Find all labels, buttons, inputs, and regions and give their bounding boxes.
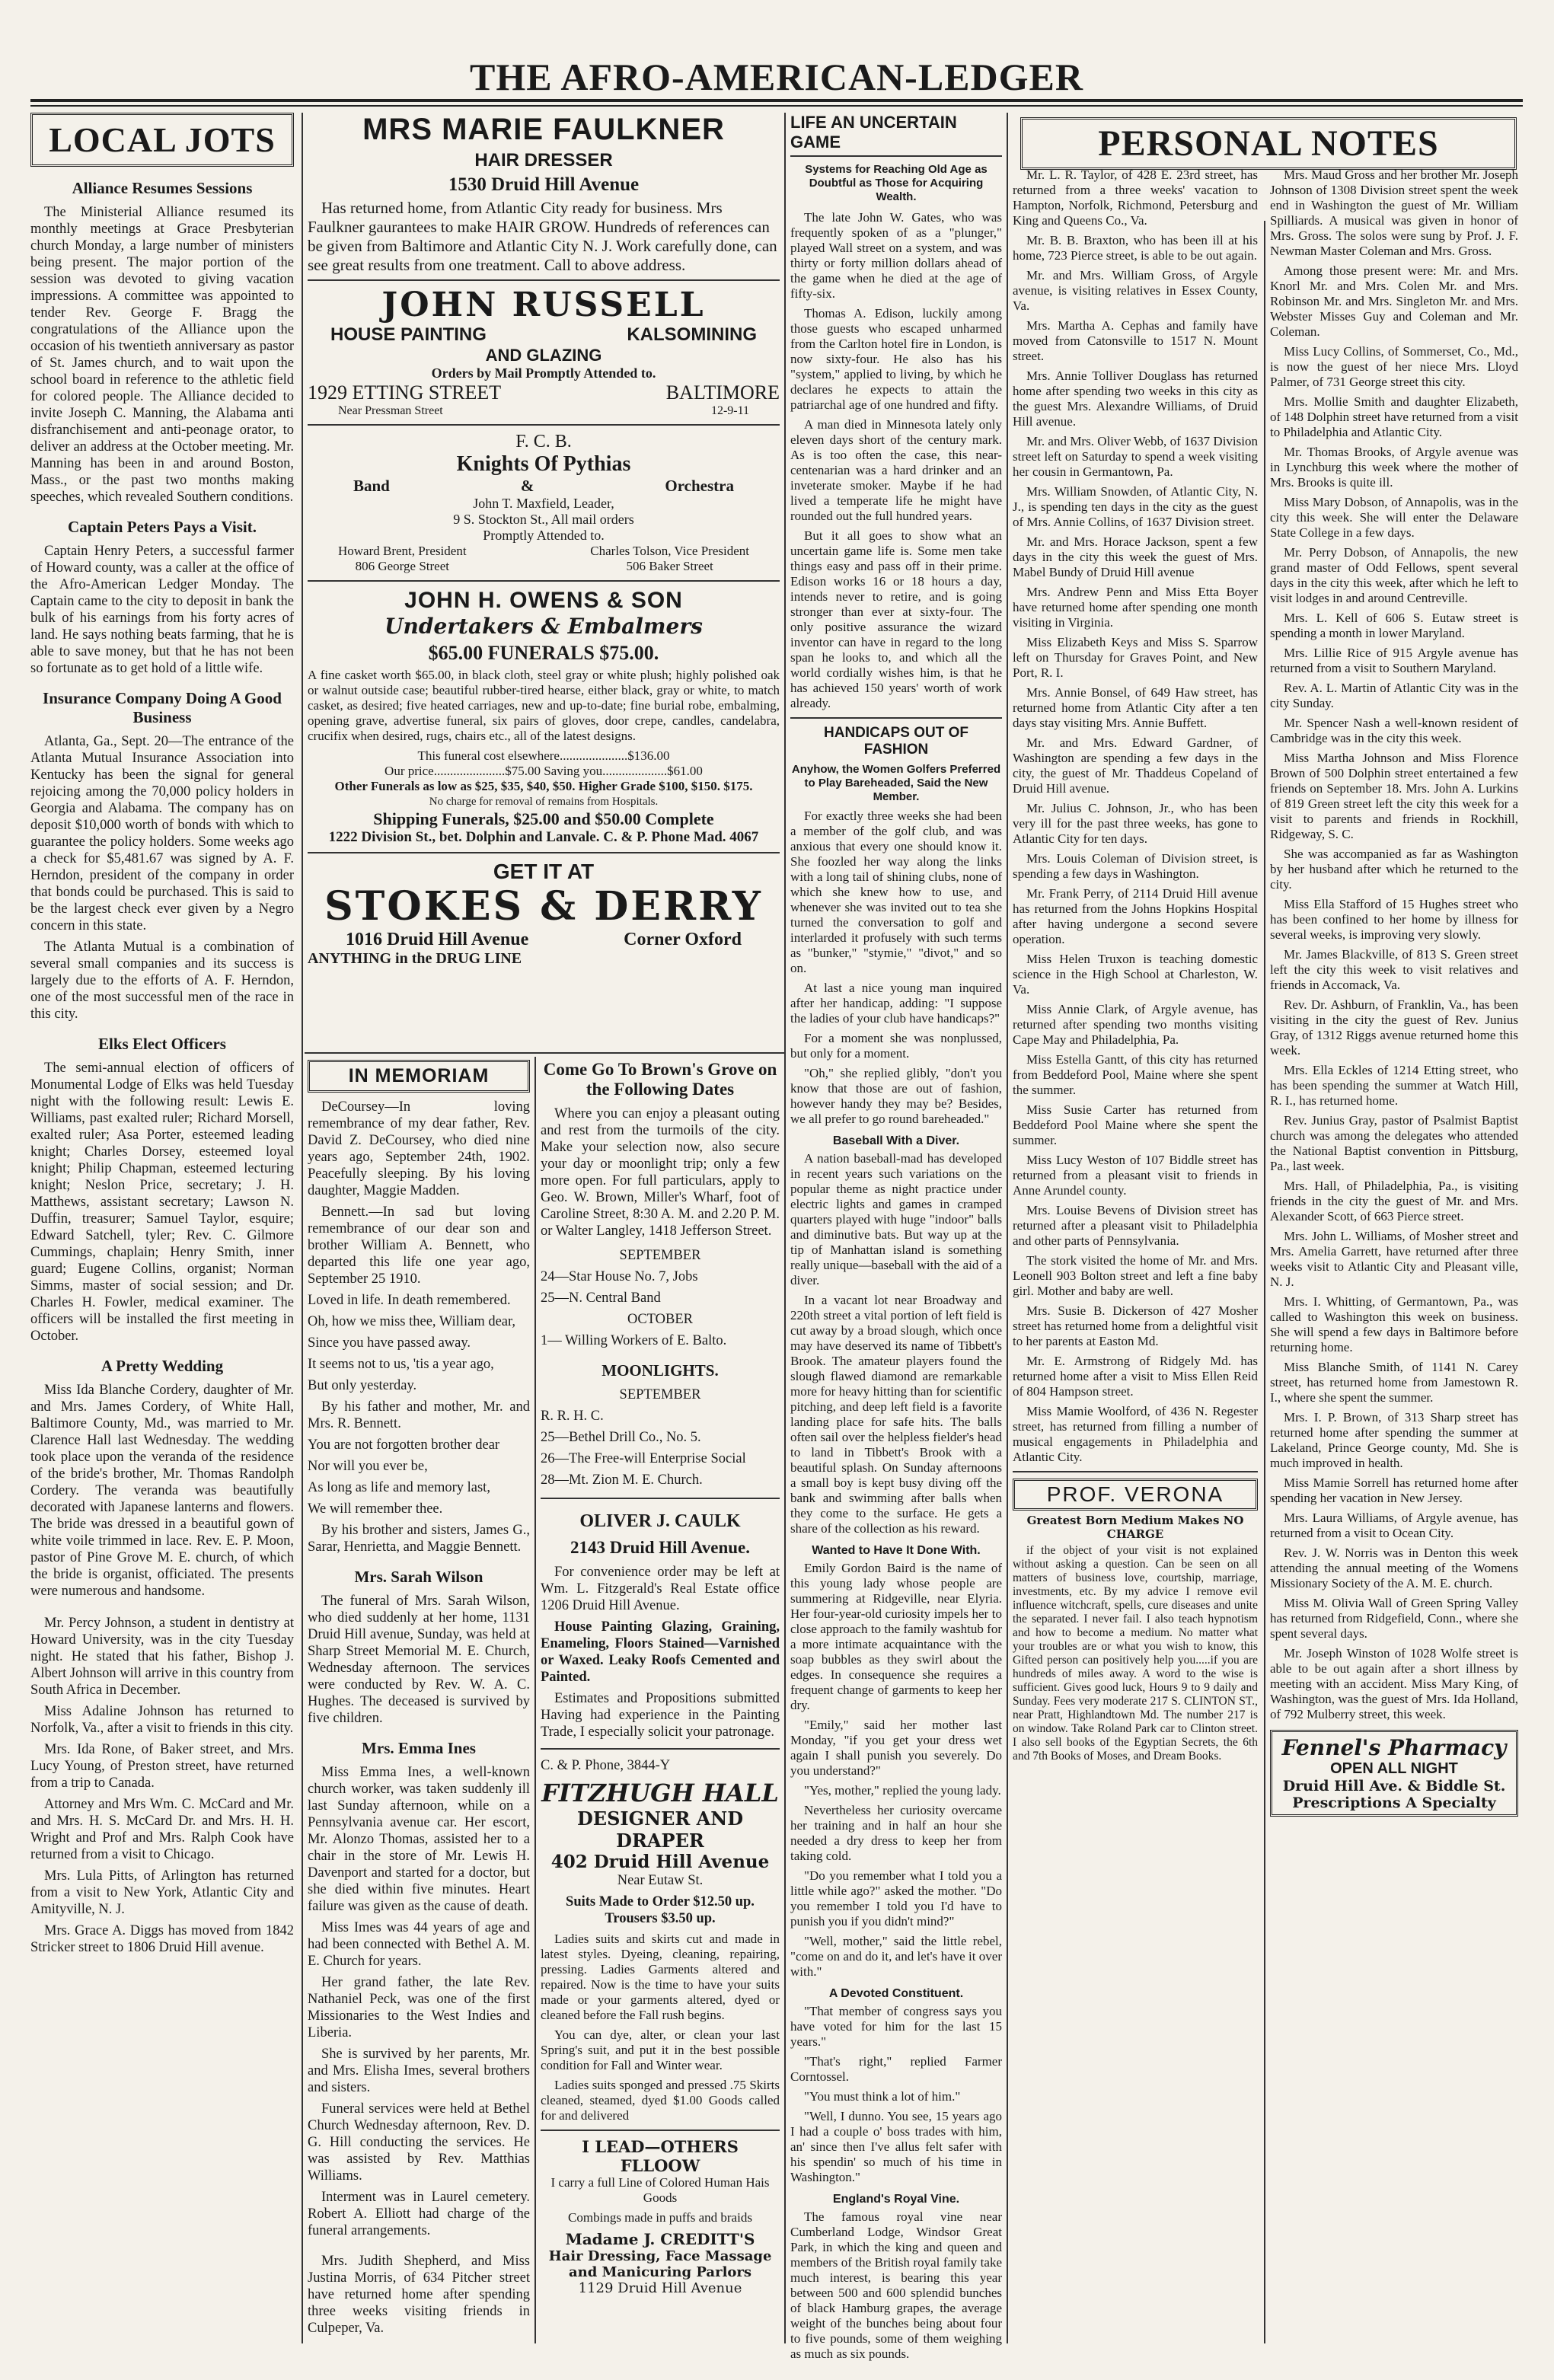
divider [541,1748,780,1750]
personal-column-a [1013,167,1258,2343]
grove-month: OCTOBER [627,1312,693,1327]
newspaper-page [30,23,1523,2360]
article-title: Mrs. Sarah Wilson [354,1568,483,1586]
article-text: Miss Emma Ines, a well-known church worker, was taken suddenly ill last Sunday afternoon, while on a Pennsylvania avenue car. Her escort, Mr. Alonzo Thomas, assisted her to a chair in the store of Mr. Lewis H. Davenport and started for a doctor, but she died within five minutes. Heart failure was given as the cause of death. [308,1765,530,1914]
personal-item: Miss Mary Dobson, of Annapolis, was in the city this week. She will enter the Delaware State College in a few days. [1270,495,1518,540]
verona-sub: Greatest Born Medium Makes NO CHARGE [1026,1514,1244,1541]
verona-text: if the object of your visit is not explained without asking a question. Can be seen on all matters of business love, courtship, marriage, investments, etc. By my advice I remove evil influence witchcraft, spells, cure diseases and unite the separated. I never fail. I also teach hypnotism and how to become a medium. No matter what your troubles are or what you wish to know, this Gifted person can positively help you.....if you are hundreds of miles away. A word to the wise is sufficient. Gives good luck, Hours 9 to 9 daily and Sunday. Fees very moderate 217 S. CLINTON ST., near Pratt, Highlandtown Md. The number 217 is on window. Take Roland Park car to Clinton street. I also sell books of the Egyptian Secrets, the 6th and 7th Books of Moses, and Dream Books. [1013,1544,1258,1763]
story-text: A man died in Minnesota lately only eleven days short of the century mark. As is too often the case, this near-centenarian was a hard drinker and an inveterate smoker. Maybe if he had lived a temperate life he might have rounded out the full hundred years. [790,417,1002,523]
poem-line: We will remember thee. [308,1501,443,1517]
divider [1013,1471,1258,1472]
story-text: For a moment she was nonplussed, but only for a moment. [790,1031,1002,1061]
article-text: Atlanta, Ga., Sept. 20—The entrance of the Atlanta Mutual Insurance Association into Kentucky has been the signal for general rejoicing among the 70,000 policy holders in Georgia and Alabama. The company has on deposit $10,000 worth of bonds with which to guarantee the policy holders. Some weeks ago a check for $5,481.67 was signed by A. F. Herndon, president of the company in order that bonds could be purchased. This is said to be the largest check ever given by a Negro concern in this state. [30,734,294,933]
personal-item: Mr. B. B. Braxton, who has been ill at his home, 723 Pierce street, is able to be out again. [1013,233,1258,263]
russell-street: 1929 ETTING STREET [308,381,502,404]
story-text: At last a nice young man inquired after her handicap, adding: "I suppose the ladies of your club have handicaps?" [790,981,1002,1026]
grove-moonlights: MOONLIGHTS. [601,1361,719,1380]
poem-line: Nor will you ever be, [308,1459,428,1474]
local-jots-column [30,113,294,2343]
personal-item: Miss Elizabeth Keys and Miss S. Sparrow left on Thursday for Graves Point, and New Port, R. I. [1013,635,1258,680]
story-text: "Well, mother," said the little rebel, "come on and do it, and let's have it over with." [790,1934,1002,1979]
fennel-open: OPEN ALL NIGHT [1330,1760,1458,1777]
personal-item: Mrs. I. P. Brown, of 313 Sharp street has returned home after spending the summer at Lakeland, Prince George county, Md. She is much improved in health. [1270,1410,1518,1470]
grove-column [541,1060,780,2347]
personal-item: Mrs. Annie Bonsel, of 649 Haw street, has returned home from Atlantic City after a ten days stay visiting Mrs. Annie Buffett. [1013,685,1258,730]
personal-item: Mrs. I. Whitting, of Germantown, Pa., was called to Washington this week on business. She will spend a few days in Baltimore before returning home. [1270,1294,1518,1354]
personal-item: Mrs. Andrew Penn and Miss Etta Boyer have returned home after spending one month visiting in Virginia. [1013,585,1258,630]
divider [308,580,780,582]
article-text: She is survived by her parents, Mr. and Mrs. Elisha Imes, several brothers and sisters. [308,2047,530,2095]
column-rule [784,113,786,2343]
owens-other: Other Funerals as low as $25, $35, $40, $50. Higher Grade $100, $150. $175. [334,779,753,793]
article-title: Insurance Company Doing A Good Business [43,689,282,726]
poem-line: It seems not to us, 'tis a year ago, [308,1357,494,1372]
article-text: Funeral services were held at Bethel Church Wednesday afternoon, Rev. D. G. Hill conducting the services. He was assisted by Rev. Matthias Williams. [308,2101,530,2184]
masthead-rule-thin [30,105,1523,107]
caulk-address: 2143 Druid Hill Avenue. [570,1538,750,1557]
memoriam-text: By his father and mother, Mr. and Mrs. R. Bennett. [308,1399,530,1431]
personal-item: Miss Mamie Woolford, of 436 N. Regester street, has returned from filling a number of musical engagements in Philadelphia and Atlantic City. [1013,1404,1258,1464]
personal-item: Mrs. Louise Bevens of Division street has returned after a pleasant visit to Philadelphia and other parts of Pennsylvania. [1013,1203,1258,1248]
memoriam-text: Bennett.—In sad but loving remembrance of our dear son and brother William A. Bennett, who departed this life one year ago, September 25 1910. [308,1204,530,1287]
personal-item: Rev. Junius Gray, pastor of Psalmist Baptist church was among the delegates who attended the National Baptist convention in Pittsburg, Pa., last week. [1270,1113,1518,1173]
stokes-address: 1016 Druid Hill Avenue [346,930,529,949]
article-text: Captain Henry Peters, a successful farmer of Howard county, was a caller at the office of the Afro-American Ledger Monday. The Captain came to the city to deposit in bank the bulk of his earnings from his forty acres of land. He says nothing beats farming, that he is able to save money, but that he has not been so fortunate as to get hold of a little wife. [30,544,294,676]
russell-near: Near Pressman Street [338,404,443,417]
brief-item: Attorney and Mrs Wm. C. McCard and Mr. and Mrs. H. S. McCard Dr. and Mrs. H. H. Wright and Prof and Mrs. Ralph Cook have returned from a visit to Chicago. [30,1797,294,1862]
story-title: Baseball With a Diver. [832,1134,960,1147]
fitzhugh-name: FITZHUGH HALL [541,1779,779,1807]
personal-item: The stork visited the home of Mr. and Mrs. Leonell 903 Bolton street and left a fine baby girl. Mother and baby are well. [1013,1253,1258,1298]
pythias-leader: John T. Maxfield, Leader, [473,496,614,511]
pythias-band: Band [353,477,390,495]
grove-date: 25—N. Central Band [541,1290,661,1306]
personal-item: Mrs. Martha A. Cephas and family have moved from Catonsville to 1517 N. Mount street. [1013,318,1258,363]
personal-item: Mrs. Annie Tolliver Douglass has returned home after spending two weeks in this city as the guest Mrs. Alexandre Williams, of Druid Hill avenue. [1013,368,1258,429]
article-title: Captain Peters Pays a Visit. [68,518,257,536]
personal-item: Mr. Perry Dobson, of Annapolis, the new grand master of Odd Fellows, spent several days in the city this week, after which he left to visit lodges in and around Centreville. [1270,545,1518,605]
owens-text: A fine casket worth $65.00, in black cloth, steel gray or white plush; highly polished oak or walnut outside case; beautiful rubber-tired hearse, either black, gray or white, to match casket, as desired; five heated carriages, new and up-to-date; fine burial robe, embalming, opening grave, advertise funeral, six pairs of gloves, door crepe, candles, candelabra, crucifix when desired, rugs, chairs etc., all of the latest designs. [308,668,780,743]
stories-column [790,113,1002,2361]
grove-date: 24—Star House No. 7, Jobs [541,1269,698,1284]
story-text: "Well, I dunno. You see, 15 years ago I had a couple o' boss trades with him, an' since then I've allus felt safer with his spendin' so much of his time in Washington." [790,2109,1002,2184]
russell-address-row [308,381,780,404]
personal-column-b [1270,167,1518,2343]
owens-ad [308,588,780,846]
stokes-ad [308,860,780,968]
personal-item: Mrs. William Snowden, of Atlantic City, N. J., is spending ten days in the city as the guest of Mrs. Annie Collins, of 1637 Division street. [1013,484,1258,529]
faulkner-name: MRS MARIE FAULKNER [362,113,725,146]
fennel-ad [1270,1730,1518,1817]
grove-date: 28—Mt. Zion M. E. Church. [541,1472,703,1488]
personal-item: Mrs. Lillie Rice of 915 Argyle avenue has returned from a visit to Southern Maryland. [1270,646,1518,675]
divider [305,1052,784,1054]
pythias-orchestra: Orchestra [665,477,734,495]
stokes-address-row [308,930,780,950]
creditt-text: I carry a full Line of Colored Human Hais Goods [550,2175,770,2205]
personal-item: Mr. L. R. Taylor, of 428 E. 23rd street, has returned from a three weeks' vacation to Hampton, Norfolk, Richmond, Petersburg and King and Queens Co., Va. [1013,167,1258,228]
brief-item: Mrs. Lula Pitts, of Arlington has returned from a visit to New York, Atlantic City and Amityville, N. J. [30,1868,294,1917]
pythias-ad [308,432,780,574]
grove-date: 25—Bethel Drill Co., No. 5. [541,1430,701,1445]
personal-item: Mr. Joseph Winston of 1028 Wolfe street is able to be out again after a short illness by meeting with an accident. Miss Mary King, of Washington, was the guest of Mrs. Ida Holland, of 792 Mulberry street, this week. [1270,1646,1518,1721]
fennel-name: Fennel's Pharmacy [1281,1735,1507,1760]
russell-code: 12-9-11 [710,404,749,417]
caulk-text: Estimates and Propositions submitted Having had experience in the Painting Trade, I especially solicit your patronage. [541,1691,780,1740]
personal-item: Mrs. L. Kell of 606 S. Eutaw street is spending a month in lower Maryland. [1270,611,1518,640]
brief-item: Miss Adaline Johnson has returned to Norfolk, Va., after a visit to friends in this city. [30,1704,294,1736]
article-text: The Ministerial Alliance resumed its monthly meetings at Grace Presbyterian church Monday, a large number of ministers being present. The major portion of the session was devoted to giving vacation impressions. A committee was appointed to tender Rev. George F. Bragg the congratulations of the Alliance upon the occasion of his twentieth anniversary as pastor of St. James church, and to wait upon the school board in reference to the athletic field for colored people. The Alliance decided to invite Joseph C. Manning, the Alabama anti disfranchisement and anti-peonage orator, to deliver an address at the October meeting. Mr. Manning has been in and around Boston, Mass., or the past two months making speeches, which revealed Southern conditions. [30,205,294,505]
personal-item: Rev. J. W. Norris was in Denton this week attending the annual meeting of the Womens Missionary Society of the A. M. E. church. [1270,1546,1518,1590]
personal-item: Mr. and Mrs. William Gross, of Argyle avenue, is visiting relatives in Essex County, Va. [1013,268,1258,313]
story-text: "Emily," said her mother last Monday, "if you get your dress wet again I shall punish you severely. Do you understand?" [790,1718,1002,1778]
article-title: Elks Elect Officers [98,1035,226,1053]
russell-ad [308,286,780,418]
divider [308,852,780,853]
article-title: Alliance Resumes Sessions [72,179,253,197]
personal-item: Mr. Thomas Brooks, of Argyle avenue was in Lynchburg this week where the mother of Mrs. Brooks is quite ill. [1270,445,1518,490]
story-text: The famous royal vine near Cumberland Lodge, Windsor Great Park, in which the king and queen and members of the British royal family take much interest, is bearing this year between 500 and 600 splendid bunches of black Hamburg grapes, the average weight of the bunches being about four to five pounds, some of them weighing as much as six pounds. [790,2209,1002,2361]
story-text: The late John W. Gates, who was frequently spoken of as a "plunger," played Wall street on a system, and was thirty or forty million dollars ahead of the game when he died at the age of fifty-six. [790,210,1002,301]
brief-item: Mr. Percy Johnson, a student in dentistry at Howard University, was in the city Tuesday night. He stated that his father, Bishop J. Albert Johnson will arrive in this country from South Africa in December. [30,1616,294,1698]
owens-name: JOHN H. OWENS & SON [404,588,683,613]
masthead [30,23,1523,99]
personal-item: Mrs. Hall, of Philadelphia, Pa., is visiting friends in the city the guest of Mr. and Mrs. Alexander Scott, of 663 Pierce street. [1270,1179,1518,1223]
stokes-name: STOKES & DERRY [324,883,763,930]
pythias-president-block [338,544,467,574]
creditt-text: Combings made in puffs and braids [568,2210,752,2225]
personal-item: Miss Ella Stafford of 15 Hughes street who has been confined to her home by illness for several weeks, is improving very slowly. [1270,897,1518,942]
poem-line: Oh, how we miss thee, William dear, [308,1314,516,1329]
personal-item: Mr. and Mrs. Horace Jackson, spent a few days in the city this week the guest of Mrs. Mabel Bundy of Druid Hill avenue [1013,534,1258,579]
masthead-title: THE AFRO-AMERICAN-LEDGER [470,56,1083,98]
stokes-line: ANYTHING in the DRUG LINE [308,950,522,967]
russell-city: BALTIMORE [665,381,780,404]
story-title: England's Royal Vine. [832,2193,960,2206]
memoriam-text: DeCoursey—In loving remembrance of my dear father, Rev. David Z. DeCoursey, who died nine years ago, September 24th, 1902. Peacefully sleeping. By his loving daughter, Maggie Madden. [308,1099,530,1198]
caulk-text: For convenience order may be left at Wm. L. Fitzgerald's Real Estate office 1206 Druid Hill Avenue. [541,1565,780,1613]
fitzhugh-near: Near Eutaw St. [617,1873,704,1888]
personal-item: Miss Lucy Weston of 107 Biddle street has returned from a pleasant visit to friends in Anne Arundel county. [1013,1153,1258,1198]
article-text: Interment was in Laurel cemetery. Robert A. Elliott had charge of the funeral arrangements. [308,2190,530,2238]
verona-name: PROF. VERONA [1013,1479,1258,1511]
stokes-top: GET IT AT [493,860,595,883]
faulkner-trade: HAIR DRESSER [474,150,613,171]
personal-item: Miss Estella Gantt, of this city has returned from Beddeford Pool, Maine where she spent the summer. [1013,1052,1258,1097]
article-text: Her grand father, the late Rev. Nathaniel Peck, was one of the first Missionaries to the West Indies and Liberia. [308,1975,530,2040]
story-text: "That member of congress says you have voted for him for the last 15 years." [790,2004,1002,2049]
story-text: "You must think a lot of him." [804,2089,961,2104]
article-text: The funeral of Mrs. Sarah Wilson, who died suddenly at her home, 1131 Druid Hill avenue, Sunday, was held at Sharp Street Memorial M. E. Church, Wednesday afternoon. The services were conducted by Rev. W. A. C. Hughes. The deceased is survived by five children. [308,1594,530,1726]
story-text: "That's right," replied Farmer Corntossel. [790,2054,1002,2084]
pythias-vp: Charles Tolson, Vice President [590,544,749,558]
ads-block [308,113,780,1049]
personal-item: Mrs. Mollie Smith and daughter Elizabeth, of 148 Dolphin street have returned from a visit to Philadelphia and Atlantic City. [1270,394,1518,439]
story-text: A nation baseball-mad has developed in recent years such variations on the popular theme as night practice under electric lights and games in cramped quarters played with huge "indoor" balls and diminutive bats. But way up at the tip of Manhattan island is something really unique—baseball with the aid of a diver. [790,1151,1002,1287]
owens-shipping: Shipping Funerals, $25.00 and $50.00 Complete [373,809,714,828]
story-text: "Oh," she replied glibly, "don't you know that those are out of fashion, however handy they may be? Besides, we all prefer to go round bareheaded." [790,1066,1002,1126]
creditt-heading: I LEAD—OTHERS FLLOOW [582,2137,739,2175]
personal-item: Rev. A. L. Martin of Atlantic City was in the city Sunday. [1270,681,1518,710]
personal-item: Miss Martha Johnson and Miss Florence Brown of 500 Dolphin street entertained a few friends on September 18. Mrs. John A. Lurkins of 819 Green street left the city this week for a visit to parents and friends in Rockhill, Ridgeway, S. C. [1270,751,1518,841]
pythias-president-address: 806 George Street [355,559,449,573]
faulkner-address: 1530 Druid Hill Avenue [448,174,640,195]
grove-date: R. R. H. C. [541,1409,604,1424]
divider [541,1498,780,1499]
story-text: Thomas A. Edison, luckily among those guests who escaped unharmed from the Carlton hotel fire in London, is now sixty-four. He also has his "system," applied to living, by which he declares he expects to attain the patriarchal age of one hundred and fifty. [790,306,1002,412]
owens-trade: Undertakers & Embalmers [385,614,703,639]
poem-line: Since you have passed away. [308,1335,471,1351]
personal-item: Miss Helen Truxon is teaching domestic science in the High School at Charleston, W. Va. [1013,952,1258,997]
column-rule [1007,113,1008,2343]
pythias-amp: & [520,477,534,495]
pythias-vp-block [590,544,749,574]
story-text: "Do you remember what I told you a little while ago?" asked the mother. "Do you remember I told you I'd have to punish you if you didn't mind?" [790,1868,1002,1929]
grove-month: SEPTEMBER [619,1248,701,1263]
faulkner-text: Has returned home, from Atlantic City ready for business. Mrs Faulkner gaurantees to make HAIR GROW. Hundreds of references can be given from Baltimore and Atlantic City N. J. Work carefully done, can see great results from one treatment. Call to above address. [308,199,777,274]
memoriam-heading: IN MEMORIAM [308,1060,530,1093]
article-title: A Pretty Wedding [101,1357,224,1375]
personal-item: Mr. and Mrs. Oliver Webb, of 1637 Division street left on Saturday to spend a week visiting her cousin in Germantown, Pa. [1013,434,1258,479]
memoriam-column [308,1060,530,2347]
story-text: For exactly three weeks she had been a member of the golf club, and was anxious that every one should know it. She foozled her way along the links with a long tail of shining clubs, none of which she knew how to use, and whenever she was invited out to tea she turned the conversation to golf and interlarded it profusely with such terms as "bunker," "stymie," "divot," and so on. [790,809,1002,975]
article-text: Miss Imes was 44 years of age and had been connected with Bethel A. M. E. Church for years. [308,1920,530,1969]
article-text: Miss Ida Blanche Cordery, daughter of Mr. and Mrs. James Cordery, of White Hall, Baltimore County, Md., was married to Mr. Clarence Hall last Wednesday. The wedding took place upon the veranda of the residence of the bride's brother, Mr. Thomas Randolph Cordery. The veranda was beautifully decorated with Japanese lanterns and flowers. The bride was dressed in a beautiful gown of white voile trimmed in lace. Rev. E. P. Moon, pastor of Pine Grove M. E. church, of which the bride is organist, officiated. The presents were numerous and handsome. [30,1383,294,1599]
russell-service-kalsomining: KALSOMINING [627,324,757,345]
article-text: The Atlanta Mutual is a combination of several small companies and its success is largely due to the efforts of A. F. Herndon, one of the most successful men of the race in this city. [30,940,294,1022]
pythias-vp-address: 506 Baker Street [626,559,713,573]
fitzhugh-text: Ladies suits and skirts cut and made in latest styles. Dyeing, cleaning, repairing, pressing. Ladies Garments altered and repaired. Now is the time to have your suits made or your garments altered, dyed or cleaned before the Fall rush begins. [541,1932,780,2022]
pythias-mark: F. C. B. [515,432,572,451]
brief-item: Mrs. Ida Rone, of Baker street, and Mrs. Lucy Young, of Preston street, have returned from a trip to Canada. [30,1742,294,1791]
story-text: In a vacant lot near Broadway and 220th street a vital portion of left field is cut away by a broad slough, which once may have deserved its name of Tibbett's Brook. The amateur players found the slough flawed diamond are remarkable more for heavy hitting than for scientific pitching, and deep left field is a favorite landing place for safe hits. The balls often sail over the helpless fielder's head to land in Tibbett's Brook with a beautiful splash. On Sunday afternoons a small boy is kept busy diving off the bank and swimming after balls when they come to the surface. He gets a share of the collection as his reward. [790,1293,1002,1536]
personal-item: Mr. Julius C. Johnson, Jr., who has been very ill for the past three weeks, has gone to Atlantic City for ten days. [1013,801,1258,846]
story-title: Wanted to Have It Done With. [812,1544,981,1557]
owens-our-price: Our price......................$75.00 Saving you....................$61.00 [385,764,703,778]
owens-address: 1222 Division St., bet. Dolphin and Lanvale. C. & P. Phone Mad. 4067 [328,829,759,845]
owens-price: $65.00 FUNERALS $75.00. [428,642,659,664]
column-rule [1264,221,1265,2343]
personal-item: Miss Susie Carter has returned from Beddeford Pool Maine where she spent the summer. [1013,1102,1258,1147]
creditt-address: 1129 Druid Hill Avenue [578,2280,742,2296]
personal-item: Mr. James Blackville, of 813 S. Green street left the city this week to visit relatives and friends in Accomack, Va. [1270,947,1518,992]
divider [790,717,1002,719]
personal-item: Miss Lucy Collins, of Sommerset, Co., Md., is now the guest of her niece Mrs. Lloyd Palmer, of 731 George street this city. [1270,344,1518,389]
fitzhugh-trade: DESIGNER AND DRAPER [576,1807,744,1852]
story-title: HANDICAPS OUT OF FASHION [824,725,968,758]
brief-item: Mrs. Grace A. Diggs has moved from 1842 Stricker street to 1806 Druid Hill avenue. [30,1923,294,1955]
story-text: Emily Gordon Baird is the name of this young lady whose people are summering at Ridgeville, near Elyria. Her four-year-old curiosity impels her to close approach to the family washtub for a more intimate acquaintance with the soap bubbles as they swirl about the edges. In consequence she requires a frequent change of garments to keep her dry. [790,1561,1002,1712]
owens-nocharge: No charge for removal of remains from Hospitals. [429,796,659,808]
column-rule [534,1057,536,2343]
personal-item: Mrs. Louis Coleman of Division street, is spending a few days in Washington. [1013,851,1258,881]
story-subtitle: Anyhow, the Women Golfers Preferred to Play Bareheaded, Said the New Member. [791,763,1001,803]
personal-item: Miss Annie Clark, of Argyle avenue, has returned after spending two months visiting Cape May and Philadelphia, Pa. [1013,1002,1258,1047]
memoriam-text: By his brother and sisters, James G., Sarar, Henrietta, and Maggie Bennett. [308,1523,530,1555]
story-text: Nevertheless her curiosity overcame her training and in half an hour she needed a dry dress to keep her from taking cold. [790,1803,1002,1863]
pythias-name: Knights Of Pythias [456,452,631,476]
fitzhugh-address: 402 Druid Hill Avenue [550,1852,770,1872]
owens-cost-elsewhere: This funeral cost elsewhere.....................$136.00 [417,748,670,763]
fitzhugh-phone: C. & P. Phone, 3844-Y [541,1758,671,1773]
masthead-rule [30,99,1523,102]
grove-title: Come Go To Brown's Grove on the Following Dates [543,1060,777,1099]
personal-item: She was accompanied as far as Washington by her husband after which he returned to the city. [1270,847,1518,892]
stokes-corner: Corner Oxford [624,930,742,949]
personal-item: Among those present were: Mr. and Mrs. Knorl Mr. and Mrs. Colen Mr. and Mrs. Robinson Mr. and Mrs. Singleton Mr. and Mrs. Webster Misses Guy and Coleman and Mr. Coleman. [1270,263,1518,339]
russell-name: JOHN RUSSELL [381,286,706,324]
faulkner-ad [308,113,780,275]
personal-item: Mrs. John L. Williams, of Mosher street and Mrs. Amelia Garrett, have returned after three weeks visit to Atlantic City and Pleasant ville, N. J. [1270,1229,1518,1289]
poem-line: Loved in life. In death remembered. [308,1293,511,1308]
story-title: A Devoted Constituent. [828,1987,964,2000]
article-title: Mrs. Emma Ines [362,1739,476,1757]
story-text: But it all goes to show what an uncertain game life is. Some men take things easy and pass off in their prime. Edison works 16 or 18 hours a day, intends never to retire, and is going stronger than ever at sixty-four. The only positive assurance the wizard inventor can have in regard to the long span he looks to, and which all the world cordially wishes him, is that he has achieved 150 years' worth of work already. [790,528,1002,710]
grove-text: Where you can enjoy a pleasant outing and rest from the turmoils of the city. Make your selection now, also secure your day or moonlight trip; only a few more open. For full particulars, apply to Geo. W. Brown, Miller's Wharf, foot of Caroline Street, 8:30 A. M. and 2.20 P. M. or Walter Langley, 1418 Jefferson Street. [541,1106,780,1239]
grove-date: 1— Willing Workers of E. Balto. [541,1333,727,1348]
fitzhugh-text: Ladies suits sponged and pressed .75 Skirts cleaned, steamed, dyed $1.00 Goods called for and delivered [541,2078,780,2123]
russell-service-painting: HOUSE PAINTING [330,324,487,345]
divider [308,424,780,426]
local-jots-heading: LOCAL JOTS [30,113,294,167]
caulk-services: House Painting Glazing, Graining, Enameling, Floors Stained—Varnished or Waxed. Leaky Roofs Cemented and Painted. [541,1619,780,1685]
personal-item: Mrs. Laura Williams, of Argyle avenue, has returned from a visit to Ocean City. [1270,1511,1518,1540]
pythias-president: Howard Brent, President [338,544,467,558]
article-text: The semi-annual election of officers of Monumental Lodge of Elks was held Tuesday night with the following result: Lewis E. Williams, past exalted ruler; Richard Morsell, exalted ruler; Asa Porter, esteemed leading knight; Charles Dorsey, esteemed loyal knight; Philip Chapman, esteemed lecturing knight; Neslon Price, secretary; J. H. Matthews, assistant secretary; Lawson N. Duffin, treasurer; Samuel Taylor, esquire; Edward Satchell, tyler; Rev. C. Gilmore Cummings, chaplain; Henry Smith, inner guard; Eugene Collins, organist; Norman Simms, master of social session; and Dr. Charles H. Fowler, medical examiner. The officers will be installed the first meeting in October. [30,1061,294,1344]
personal-item: Mr. and Mrs. Edward Gardner, of Washington are spending a few days in the city, the guest of Mr. Thaddeus Copeland of Druid Hill avenue. [1013,735,1258,796]
poem-line: As long as life and memory last, [308,1480,490,1495]
fennel-specialty: Prescriptions A Specialty [1292,1795,1496,1811]
personal-item: Mrs. Susie B. Dickerson of 427 Mosher street has returned home from a delightful visit to her parents at Easton Md. [1013,1303,1258,1348]
personal-item: Mrs. Maud Gross and her brother Mr. Joseph Johnson of 1308 Division street spent the week end in Washington the guest of Mr. William Spilliards. A musical was given in honor of Mrs. Gross. The solos were sung by Prof. J. F. Newman Master Coleman and Mrs. Gross. [1270,167,1518,258]
creditt-services: Hair Dressing, Face Massage and Manicuring Parlors [548,2248,772,2280]
story-title: LIFE AN UNCERTAIN GAME [790,113,1002,157]
russell-near-row [308,404,780,418]
personal-item: Mr. Spencer Nash a well-known resident of Cambridge was in the city this week. [1270,716,1518,745]
russell-service-glazing: AND GLAZING [485,346,602,365]
column-rule [302,113,303,2343]
grove-date: 26—The Free-will Enterprise Social [541,1451,746,1466]
poem-line: You are not forgotten brother dear [308,1437,500,1453]
divider [308,279,780,281]
caulk-name: OLIVER J. CAULK [579,1511,741,1531]
story-text: "Yes, mother," replied the young lady. [804,1783,1001,1798]
russell-services [308,324,780,346]
fennel-address: Druid Hill Ave. & Biddle St. [1282,1778,1506,1795]
divider [541,2130,780,2131]
pythias-band-row [308,477,780,496]
personal-item: Mr. Frank Perry, of 2114 Druid Hill avenue has returned from the Johns Hopkins Hospital after having undergone a second severe operation. [1013,886,1258,946]
fitzhugh-text: You can dye, alter, or clean your last Spring's suit, and put it in the best possible condition for Fall and Winter wear. [541,2027,780,2072]
personal-item: Miss M. Olivia Wall of Green Spring Valley has returned from Ridgefield, Conn., where she spent several days. [1270,1596,1518,1641]
pythias-address: 9 S. Stockton St., All mail orders [453,512,634,527]
pythias-prompt: Promptly Attended to. [483,528,605,543]
article-text: Mrs. Judith Shepherd, and Miss Justina Morris, of 634 Pitcher street have returned home after spending three weeks visiting friends in Culpeper, Va. [308,2254,530,2336]
personal-item: Mrs. Ella Eckles of 1214 Etting street, who has been spending the summer at Watch Hill, R. I., has returned home. [1270,1063,1518,1108]
poem-line: But only yesterday. [308,1378,417,1393]
grove-month: SEPTEMBER [619,1387,701,1402]
personal-item: Miss Blanche Smith, of 1141 N. Carey street, has returned home from Jamestown R. I., where she spent the summer. [1270,1360,1518,1405]
personal-item: Mr. E. Armstrong of Ridgely Md. has returned home after a visit to Miss Ellen Reid of 804 Hampson street. [1013,1354,1258,1399]
fitzhugh-suits: Suits Made to Order $12.50 up. Trousers $3.50 up. [566,1894,755,1926]
pythias-officers [308,544,780,574]
personal-item: Miss Mamie Sorrell has returned home after spending her vacation in New Jersey. [1270,1476,1518,1505]
personal-item: Rev. Dr. Ashburn, of Franklin, Va., has been visiting in the city the guest of Rev. Junius Gray, of 1312 Riggs avenue returned home this week. [1270,997,1518,1058]
creditt-owner: Madame J. CREDITT'S [565,2230,755,2248]
story-subtitle: Systems for Reaching Old Age as Doubtful as Those for Acquiring Wealth. [805,163,988,203]
personal-notes-heading: PERSONAL NOTES [1020,117,1517,170]
russell-orders: Orders by Mail Promptly Attended to. [431,365,656,381]
